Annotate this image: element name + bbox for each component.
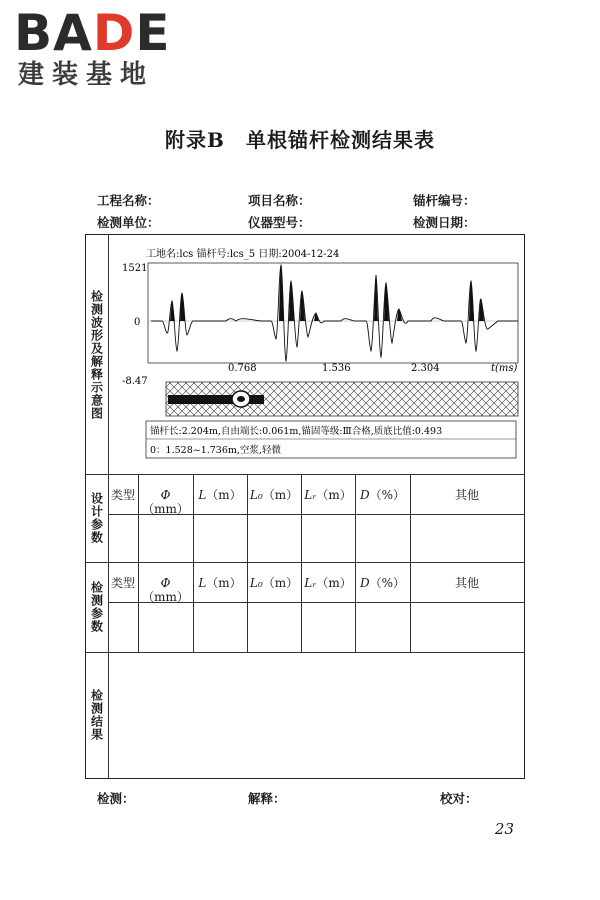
bade-logo xyxy=(14,6,170,90)
test-header-length xyxy=(193,576,247,590)
test-params-section-label: 检测参数 xyxy=(89,581,104,633)
page-title: 附录B 单根锚杆检测结果表 xyxy=(165,128,435,152)
test-header-anchor-length-unit: （m） xyxy=(316,576,352,590)
test-header-diameter-unit: （mm） xyxy=(142,590,189,604)
instrument-model-label: 仪器型号： xyxy=(248,215,311,230)
design-header-type: 类型 xyxy=(110,488,135,502)
waveform-info-line-1: 锚杆长:2.204m,自由端长:0.061m,锚固等级:Ⅲ合格,质底比值:0.493 xyxy=(150,426,443,437)
test-header-other: 其他 xyxy=(454,576,479,590)
interpreter-label: 解释： xyxy=(248,791,286,806)
test-header-anchor-length xyxy=(301,576,355,590)
design-header-free-length-symbol: L₀ xyxy=(249,488,263,502)
design-header-anchor-length-unit: （m） xyxy=(316,488,352,502)
test-header-type: 类型 xyxy=(110,576,135,590)
test-header-diameter-symbol: Φ xyxy=(160,576,171,590)
design-params-section-label: 设计参数 xyxy=(89,492,104,544)
test-header-free-length-symbol: L₀ xyxy=(249,576,263,590)
page-number: 23 xyxy=(494,820,514,838)
design-header-other: 其他 xyxy=(454,488,479,502)
test-header-length-unit: （m） xyxy=(206,576,242,590)
test-header-diameter xyxy=(138,576,193,604)
anchor-number-label: 锚杆编号： xyxy=(413,193,476,208)
design-header-free-length-unit: （m） xyxy=(262,488,299,502)
test-header-length-symbol: L xyxy=(198,576,207,590)
design-header-diameter xyxy=(138,488,193,516)
waveform-trace xyxy=(151,265,518,361)
logo-text-ba: BA xyxy=(14,4,93,62)
design-header-diameter-unit: （mm） xyxy=(142,502,189,516)
waveform-x-tick-3: 2.304 xyxy=(411,363,440,374)
project-name-label: 工程名称： xyxy=(97,193,160,208)
waveform-header: 工地名:lcs 锚杆号:lcs_5 日期:2004-12-24 xyxy=(146,249,340,260)
test-result-section-label: 检测结果 xyxy=(89,689,104,741)
logo-text-e: E xyxy=(135,4,171,62)
design-header-free-length xyxy=(247,488,301,502)
waveform-y-zero: 0 xyxy=(134,317,141,328)
waveform-x-unit: t(ms) xyxy=(491,363,518,374)
test-header-free-length-unit: （m） xyxy=(262,576,299,590)
test-header-density xyxy=(355,576,410,590)
test-header-density-symbol: D xyxy=(359,576,370,590)
waveform-x-tick-2: 1.536 xyxy=(322,363,351,374)
waveform-x-tick-1: 0.768 xyxy=(228,363,257,374)
result-table xyxy=(85,234,525,779)
waveform-y-min: -8.47 xyxy=(122,376,148,387)
waveform-y-max: 1521 xyxy=(122,263,148,274)
tester-label: 检测： xyxy=(97,791,135,806)
design-header-anchor-length xyxy=(301,488,355,502)
design-header-diameter-symbol: Φ xyxy=(160,488,171,502)
test-header-density-unit: （%） xyxy=(369,576,406,590)
defect-marker-core-icon xyxy=(237,396,245,402)
section-divider-2 xyxy=(86,562,524,563)
checker-label: 校对： xyxy=(440,791,478,806)
logo-text-d: D xyxy=(92,4,136,62)
waveform-plot-box xyxy=(148,263,518,363)
item-name-label: 项目名称： xyxy=(248,193,311,208)
design-header-anchor-length-symbol: Lᵣ xyxy=(304,488,317,502)
section-divider-1 xyxy=(86,474,524,475)
test-header-free-length xyxy=(247,576,301,590)
test-header-anchor-length-symbol: Lᵣ xyxy=(304,576,317,590)
waveform-info-line-2: 0：1.528~1.736m,空浆,轻微 xyxy=(150,445,281,456)
design-header-length xyxy=(193,488,247,502)
waveform-section-label: 检测波形及解释示意图 xyxy=(89,289,104,420)
test-date-label: 检测日期： xyxy=(413,215,476,230)
design-header-density xyxy=(355,488,410,502)
design-header-length-symbol: L xyxy=(198,488,207,502)
design-header-length-unit: （m） xyxy=(206,488,242,502)
section-divider-3 xyxy=(86,652,524,653)
design-header-density-unit: （%） xyxy=(369,488,406,502)
logo-wordmark xyxy=(14,6,170,60)
test-unit-label: 检测单位： xyxy=(97,215,160,230)
design-header-density-symbol: D xyxy=(359,488,370,502)
logo-subtitle: 建装基地 xyxy=(18,60,155,90)
waveform-diagram xyxy=(86,235,524,474)
